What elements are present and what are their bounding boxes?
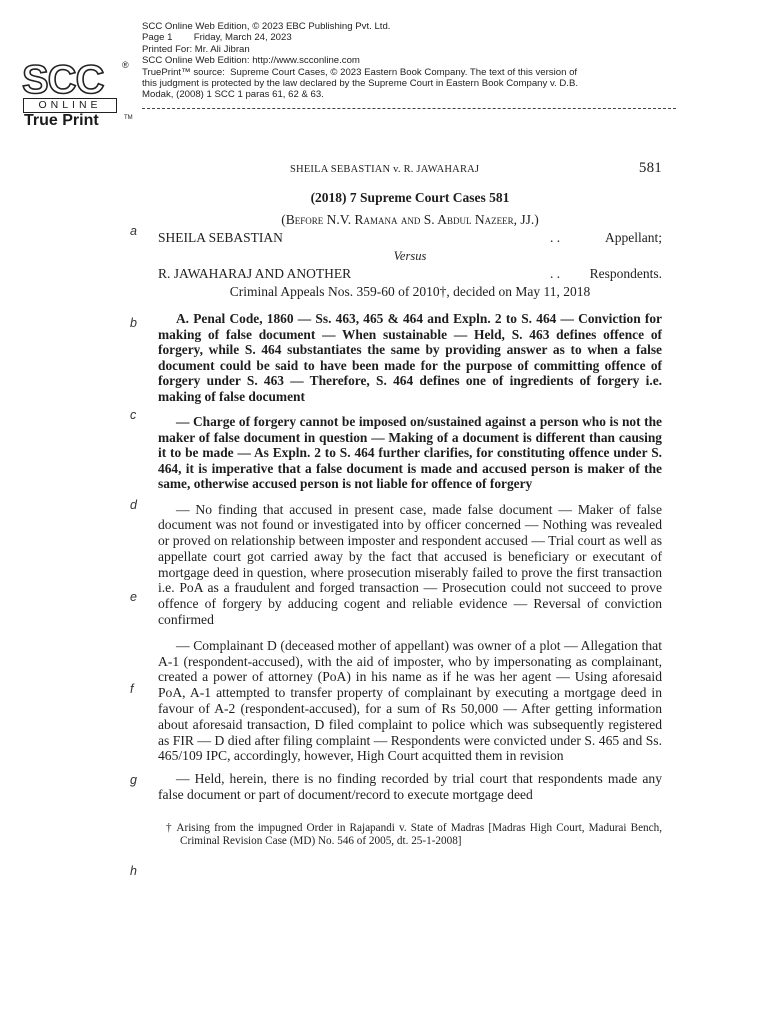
logo-subtitle: ONLINE	[23, 98, 117, 113]
respondent-row	[158, 265, 662, 283]
separator-dots: . .	[550, 266, 561, 281]
margin-letters	[130, 0, 150, 1024]
margin-letter: h	[130, 864, 137, 878]
paragraph: — Complainant D (deceased mother of appellant) was owner of a plot — Allegation that A-1 (respondent-accused), with the aid of imposter, who by impersonating as complainant, created a power of attorney (PoA) in his name as if he was her agent — Using aforesaid PoA, A-1 attempted to transfer property of complainant by executing a mortgage deed in favour of A-2 (respondent-accused), for a sum of Rs 50,000 — After getting information about aforesaid transaction, D filed complaint to police which was subsequently registered as FIR — D died after filing complaint — Respondents were convicted under S. 465 and Ss. 465/109 IPC, accordingly, however, High Court acquitted them in revision	[158, 637, 662, 764]
bench	[158, 211, 662, 229]
page-number: 581	[638, 160, 662, 176]
case-citation: (2018) 7 Supreme Court Cases 581	[310, 190, 510, 205]
margin-letter: g	[130, 773, 137, 787]
headnote: — Charge of forgery cannot be imposed on/sustained against a person who is not the maker of false document in question — Making of a document is different than causing it to be made — As Expln. 2 to S. 464 further clarifies, for constituting offence under S. 464, it is imperative that a false document is made and accused person is maker of the same, otherwise accused person is not liable for offence of forgery	[158, 414, 662, 491]
margin-letter: f	[130, 682, 134, 696]
margin-letter: d	[130, 498, 137, 512]
running-head	[158, 160, 662, 182]
running-title: SHEILA SEBASTIAN v. R. JAWAHARAJ	[290, 164, 480, 175]
headnote: A. Penal Code, 1860 — Ss. 463, 465 & 464 and Expln. 2 to S. 464 — Conviction for making of false document — When sustainable — Held, S. 463 defines offence of forgery, while S. 464 substantiates the same by providing answer as to when a false document could be said to have been made for the purpose of committing offence of forgery under S. 463 — Therefore, S. 464 defines one of ingredients of forgery i.e. making of false document	[158, 311, 662, 404]
appellant-name: SHEILA SEBASTIAN	[158, 230, 283, 245]
scc-online-logo	[18, 60, 136, 128]
header-line: Page 1 Friday, March 24, 2023	[142, 32, 292, 44]
respondent-role: Respondents.	[589, 266, 662, 281]
margin-letter: a	[130, 224, 137, 238]
versus: Versus	[393, 249, 427, 263]
print-header	[142, 21, 702, 101]
separator-dots: . .	[550, 230, 561, 245]
bench-text: (Before N.V. Ramana and S. Abdul Nazeer, JJ.)	[281, 212, 539, 227]
logo-tagline: True Print	[24, 112, 99, 129]
appellant-role: Appellant;	[605, 230, 662, 245]
judgment-page	[158, 160, 662, 849]
margin-letter: c	[130, 408, 137, 422]
appellant-row	[158, 229, 662, 247]
header-line: SCC Online Web Edition: http://www.scconline.com	[142, 55, 360, 67]
logo-brand: SCC	[22, 58, 104, 102]
paragraph: — Held, herein, there is no finding recorded by trial court that respondents made any false document or part of document/record to execute mortgage deed	[158, 771, 662, 803]
respondent-name: R. JAWAHARAJ AND ANOTHER	[158, 266, 352, 281]
header-line: this judgment is protected by the law declared by the Supreme Court in Eastern Book Company v. D.B.	[142, 78, 579, 90]
header-line: Modak, (2008) 1 SCC 1 paras 61, 62 & 63.	[142, 89, 324, 101]
margin-letter: b	[130, 316, 137, 330]
logo-registered-mark: ®	[122, 60, 129, 70]
logo-trademark: TM	[124, 115, 133, 121]
paragraph: — No finding that accused in present case, made false document — Maker of false document was not found or investigated into by officer concerned — Nothing was revealed or proved on relationship between imposter and respondent accused — Trial court as well as appellate court got carried away by the fact that accused is beneficiary or executant of mortgage deed in question, where prosecution miserably failed to prove the first transaction i.e. PoA as a fraudulent and forged transaction — Prosecution could not succeed to prove offence of forgery by adducing cogent and reliable evidence — Reversal of conviction confirmed	[158, 501, 662, 628]
header-line: SCC Online Web Edition, © 2023 EBC Publishing Pvt. Ltd.	[142, 21, 391, 32]
margin-letter: e	[130, 590, 137, 604]
header-line: TruePrint™ source: Supreme Court Cases, © 2023 Eastern Book Company. The text of this version of	[142, 66, 578, 78]
header-divider	[142, 108, 676, 109]
header-line: Printed For: Mr. Ali Jibran	[142, 43, 250, 55]
appeal-details: Criminal Appeals Nos. 359-60 of 2010†, decided on May 11, 2018	[229, 284, 591, 299]
footnote: † Arising from the impugned Order in Rajapandi v. State of Madras [Madras High Court, Madurai Bench, Criminal Revision Case (MD) No. 546 of 2005, dt. 25-1-2008]	[166, 821, 662, 848]
